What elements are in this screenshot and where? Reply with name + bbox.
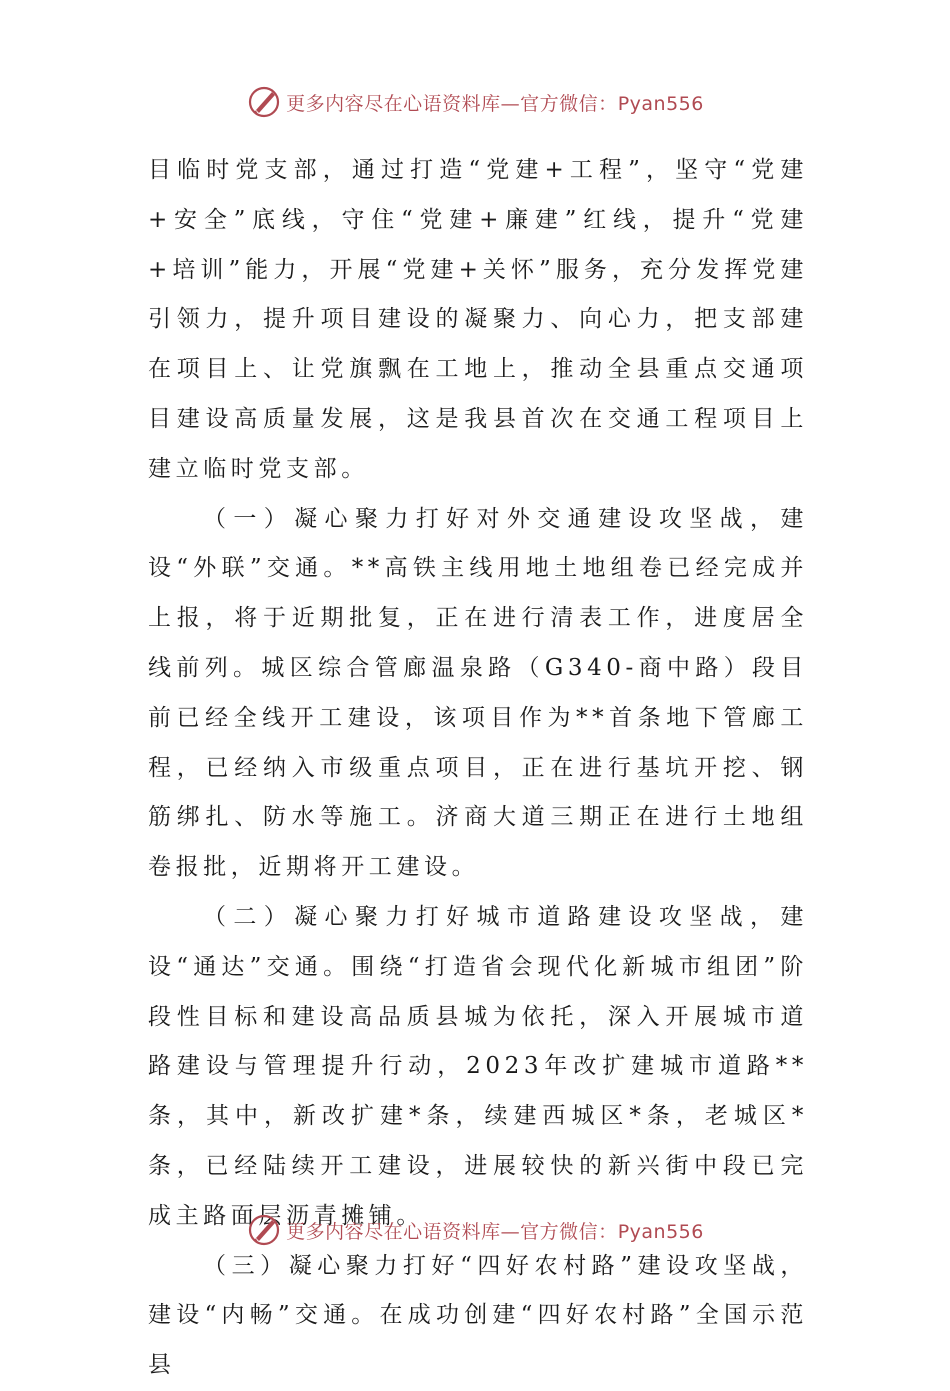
pen-logo-icon bbox=[246, 84, 282, 120]
header-watermark bbox=[0, 82, 950, 122]
watermark-text: 更多内容尽在心语资料库—官方微信：Pyan556 bbox=[286, 92, 704, 115]
paragraph: （二）凝心聚力打好城市道路建设攻坚战，建设“通达”交通。围绕“打造省会现代化新城市组团”阶段性目标和建设高品质县城为依托，深入开展城市道路建设与管理提升行动，2023年改扩建城市道路**条，其中，新改扩建*条，续建西城区*条，老城区*条，已经陆续开工建设，进展较快的新兴街中段已完成主路面层沥青摊铺。 bbox=[148, 903, 808, 1229]
pen-logo-icon bbox=[246, 1212, 282, 1248]
paragraph: （一）凝心聚力打好对外交通建设攻坚战，建设“外联”交通。**高铁主线用地土地组卷已经完成并上报，将于近期批复，正在进行清表工作，进度居全线前列。城区综合管廊温泉路（G340-商中路）段目前已经全线开工建设，该项目作为**首条地下管廊工程，已经纳入市级重点项目，正在进行基坑开挖、钢筋绑扎、防水等施工。济商大道三期正在进行土地组卷报批，近期将开工建设。 bbox=[148, 505, 808, 881]
paragraph: （三）凝心聚力打好“四好农村路”建设攻坚战，建设“内畅”交通。在成功创建“四好农村路”全国示范县 bbox=[148, 1252, 808, 1379]
footer-watermark bbox=[0, 1210, 950, 1250]
watermark-text: 更多内容尽在心语资料库—官方微信：Pyan556 bbox=[286, 1220, 704, 1243]
document-body bbox=[148, 146, 808, 1391]
paragraph: 目临时党支部，通过打造“党建+工程”，坚守“党建+安全”底线，守住“党建+廉建”红线，提升“党建+培训”能力，开展“党建+关怀”服务，充分发挥党建引领力，提升项目建设的凝聚力、向心力，把支部建在项目上、让党旗飘在工地上，推动全县重点交通项目建设高质量发展，这是我县首次在交通工程项目上建立临时党支部。 bbox=[148, 157, 808, 482]
